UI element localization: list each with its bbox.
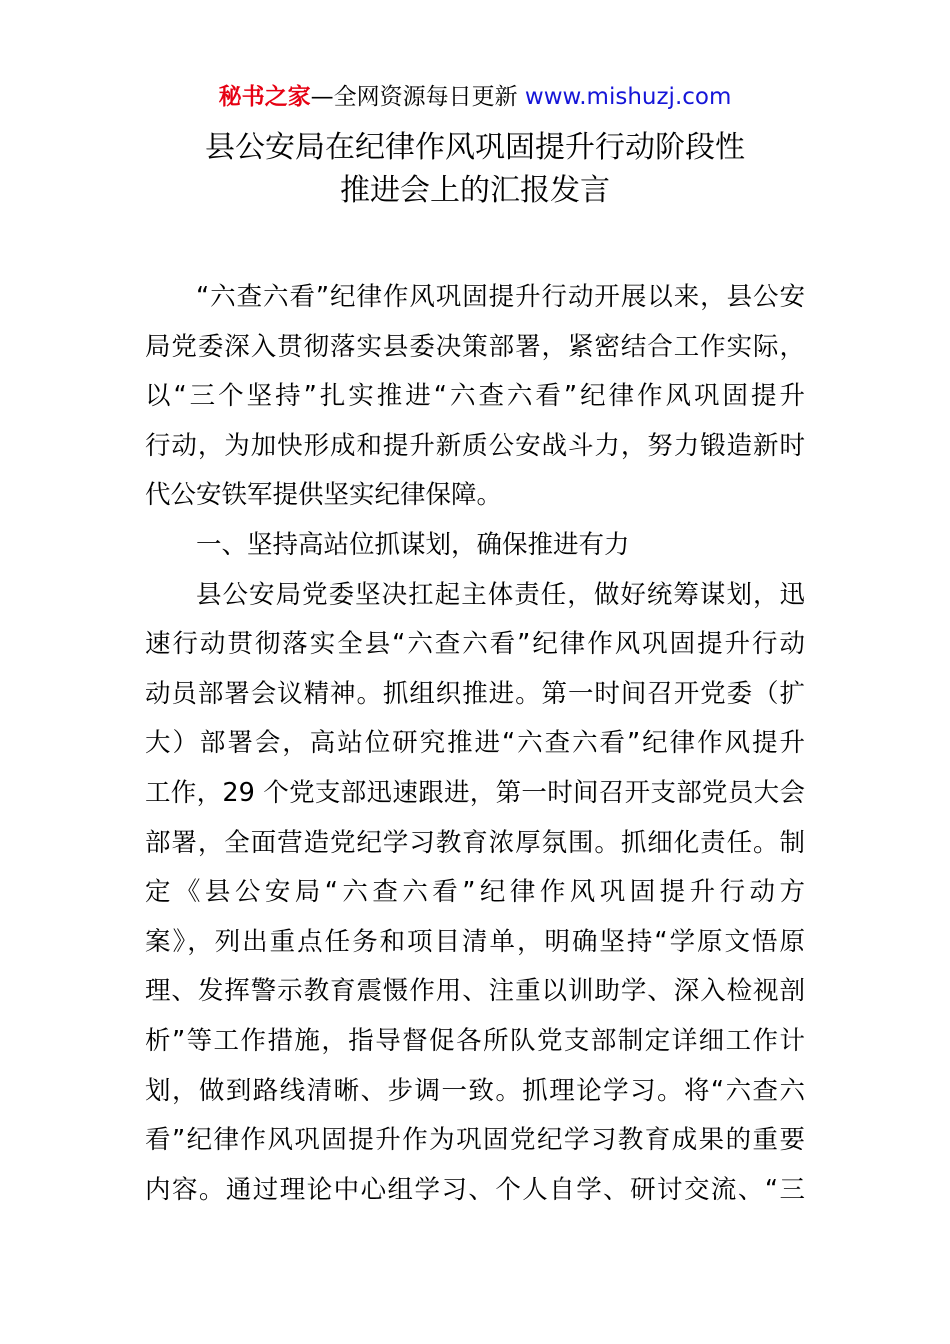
title-line: 推进会上的汇报发言 [340,173,610,208]
paragraph-line: 速行动贯彻落实全县“六查六看”纪律作风巩固提升行动 [145,629,805,660]
paragraph-line: 部署，全面营造党纪学习教育浓厚氛围。抓细化责任。制 [145,827,805,858]
title-line: 县公安局在纪律作风巩固提升行动阶段性 [205,130,745,165]
paragraph-line: 理、发挥警示教育震慑作用、注重以训助学、深入检视剖 [145,976,805,1007]
site-banner [0,80,950,114]
paragraph-line: 以“三个坚持”扎实推进“六查六看”纪律作风巩固提升 [145,381,805,412]
paragraph-line: 大）部署会，高站位研究推进“六查六看”纪律作风提升 [145,728,805,759]
paragraph-line: 工作，29 个党支部迅速跟进，第一时间召开支部党员大会 [145,777,805,808]
paragraph-line: 案》，列出重点任务和项目清单，明确坚持“学原文悟原 [145,926,805,957]
paragraph-line: 内容。通过理论中心组学习、个人自学、研讨交流、“三 [145,1174,805,1205]
paragraph-line: 代公安铁军提供坚实纪律保障。 [145,480,503,511]
document-title [0,126,950,212]
paragraph-line: 定《县公安局“六查六看”纪律作风巩固提升行动方 [145,877,805,908]
paragraph-line: 县公安局党委坚决扛起主体责任，做好统筹谋划，迅 [196,579,805,610]
paragraph-line: 看”纪律作风巩固提升作为巩固党纪学习教育成果的重要 [145,1125,805,1156]
paragraph-line: “六查六看”纪律作风巩固提升行动开展以来，县公安 [196,282,805,312]
site-url-link[interactable]: www.mishuzj.com [524,84,732,110]
brand-name: 秘书之家 [218,84,311,110]
paragraph-line: 行动，为加快形成和提升新质公安战斗力，努力锻造新时 [145,430,805,461]
paragraph-line: 动员部署会议精神。抓组织推进。第一时间召开党委（扩 [145,678,805,709]
paragraph-line: 划，做到路线清晰、步调一致。抓理论学习。将“六查六 [145,1075,805,1106]
paragraph-line: 局党委深入贯彻落实县委决策部署，紧密结合工作实际， [145,331,805,362]
section-heading: 一、坚持高站位抓谋划，确保推进有力 [196,529,630,560]
paragraph-line: 析”等工作措施，指导督促各所队党支部制定详细工作计 [145,1025,805,1056]
document-body [145,273,805,1215]
banner-tagline: —全网资源每日更新 [310,84,525,110]
